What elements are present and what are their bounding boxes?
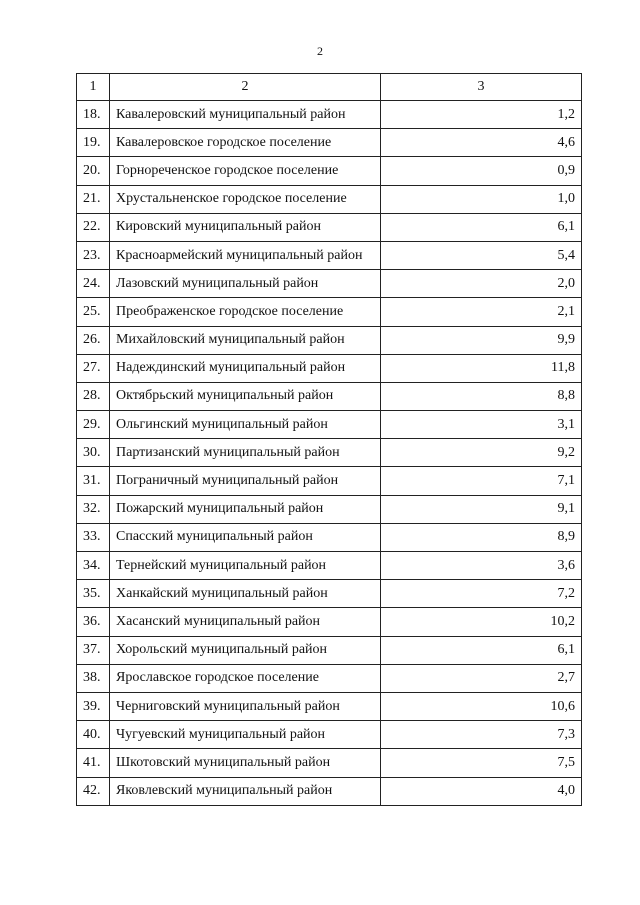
table-row: [77, 467, 582, 495]
row-value: 5,4: [381, 241, 582, 269]
row-name: Партизанский муниципальный район: [110, 439, 381, 467]
table-row: [77, 692, 582, 720]
row-name: Яковлевский муниципальный район: [110, 777, 381, 805]
row-name: Ярославское городское поселение: [110, 664, 381, 692]
row-name: Шкотовский муниципальный район: [110, 749, 381, 777]
row-number: 33.: [77, 523, 110, 551]
row-value: 7,1: [381, 467, 582, 495]
row-value: 8,8: [381, 382, 582, 410]
row-value: 7,5: [381, 749, 582, 777]
row-number: 40.: [77, 721, 110, 749]
table-row: [77, 636, 582, 664]
row-number: 18.: [77, 101, 110, 129]
table-row: [77, 354, 582, 382]
row-name: Горнореченское городское поселение: [110, 157, 381, 185]
column-header-3: 3: [381, 74, 582, 101]
row-value: 9,2: [381, 439, 582, 467]
row-number: 36.: [77, 608, 110, 636]
row-name: Ольгинский муниципальный район: [110, 411, 381, 439]
row-value: 0,9: [381, 157, 582, 185]
row-value: 8,9: [381, 523, 582, 551]
row-value: 2,1: [381, 298, 582, 326]
row-name: Кировский муниципальный район: [110, 213, 381, 241]
table-row: [77, 185, 582, 213]
row-number: 26.: [77, 326, 110, 354]
row-value: 1,2: [381, 101, 582, 129]
row-number: 39.: [77, 692, 110, 720]
row-number: 31.: [77, 467, 110, 495]
page-number: 2: [317, 44, 323, 58]
row-number: 32.: [77, 495, 110, 523]
row-number: 34.: [77, 552, 110, 580]
row-number: 38.: [77, 664, 110, 692]
table-row: [77, 523, 582, 551]
row-name: Черниговский муниципальный район: [110, 692, 381, 720]
row-name: Хрустальненское городское поселение: [110, 185, 381, 213]
row-name: Пограничный муниципальный район: [110, 467, 381, 495]
table-row: [77, 749, 582, 777]
table-row: [77, 157, 582, 185]
row-name: Михайловский муниципальный район: [110, 326, 381, 354]
row-name: Хорольский муниципальный район: [110, 636, 381, 664]
row-value: 4,0: [381, 777, 582, 805]
table-row: [77, 129, 582, 157]
row-name: Пожарский муниципальный район: [110, 495, 381, 523]
row-name: Октябрьский муниципальный район: [110, 382, 381, 410]
column-header-2: 2: [110, 74, 381, 101]
row-value: 9,1: [381, 495, 582, 523]
row-name: Преображенское городское поселение: [110, 298, 381, 326]
row-number: 29.: [77, 411, 110, 439]
row-value: 9,9: [381, 326, 582, 354]
row-number: 20.: [77, 157, 110, 185]
row-number: 23.: [77, 241, 110, 269]
row-number: 27.: [77, 354, 110, 382]
row-value: 3,1: [381, 411, 582, 439]
row-number: 37.: [77, 636, 110, 664]
row-number: 24.: [77, 270, 110, 298]
row-number: 41.: [77, 749, 110, 777]
row-name: Чугуевский муниципальный район: [110, 721, 381, 749]
table-row: [77, 382, 582, 410]
row-number: 35.: [77, 580, 110, 608]
row-value: 6,1: [381, 213, 582, 241]
row-value: 4,6: [381, 129, 582, 157]
row-value: 3,6: [381, 552, 582, 580]
row-value: 6,1: [381, 636, 582, 664]
row-name: Ханкайский муниципальный район: [110, 580, 381, 608]
row-name: Тернейский муниципальный район: [110, 552, 381, 580]
row-value: 10,6: [381, 692, 582, 720]
row-name: Хасанский муниципальный район: [110, 608, 381, 636]
row-number: 25.: [77, 298, 110, 326]
row-name: Кавалеровский муниципальный район: [110, 101, 381, 129]
table-row: [77, 298, 582, 326]
row-name: Надеждинский муниципальный район: [110, 354, 381, 382]
table-row: [77, 213, 582, 241]
row-name: Лазовский муниципальный район: [110, 270, 381, 298]
row-number: 19.: [77, 129, 110, 157]
row-value: 7,2: [381, 580, 582, 608]
row-value: 2,0: [381, 270, 582, 298]
table-row: [77, 777, 582, 805]
table-row: [77, 552, 582, 580]
table-row: [77, 411, 582, 439]
table-header-row: [77, 74, 582, 101]
table-row: [77, 439, 582, 467]
row-number: 30.: [77, 439, 110, 467]
row-value: 2,7: [381, 664, 582, 692]
table-row: [77, 101, 582, 129]
row-number: 42.: [77, 777, 110, 805]
row-value: 1,0: [381, 185, 582, 213]
data-table: [76, 73, 582, 806]
table-row: [77, 580, 582, 608]
table-row: [77, 664, 582, 692]
table-row: [77, 608, 582, 636]
row-value: 11,8: [381, 354, 582, 382]
row-value: 7,3: [381, 721, 582, 749]
row-name: Спасский муниципальный район: [110, 523, 381, 551]
table-row: [77, 495, 582, 523]
table-row: [77, 270, 582, 298]
row-number: 21.: [77, 185, 110, 213]
table-row: [77, 721, 582, 749]
row-number: 22.: [77, 213, 110, 241]
row-value: 10,2: [381, 608, 582, 636]
table-row: [77, 326, 582, 354]
table-row: [77, 241, 582, 269]
column-header-1: 1: [77, 74, 110, 101]
row-name: Красноармейский муниципальный район: [110, 241, 381, 269]
row-number: 28.: [77, 382, 110, 410]
row-name: Кавалеровское городское поселение: [110, 129, 381, 157]
